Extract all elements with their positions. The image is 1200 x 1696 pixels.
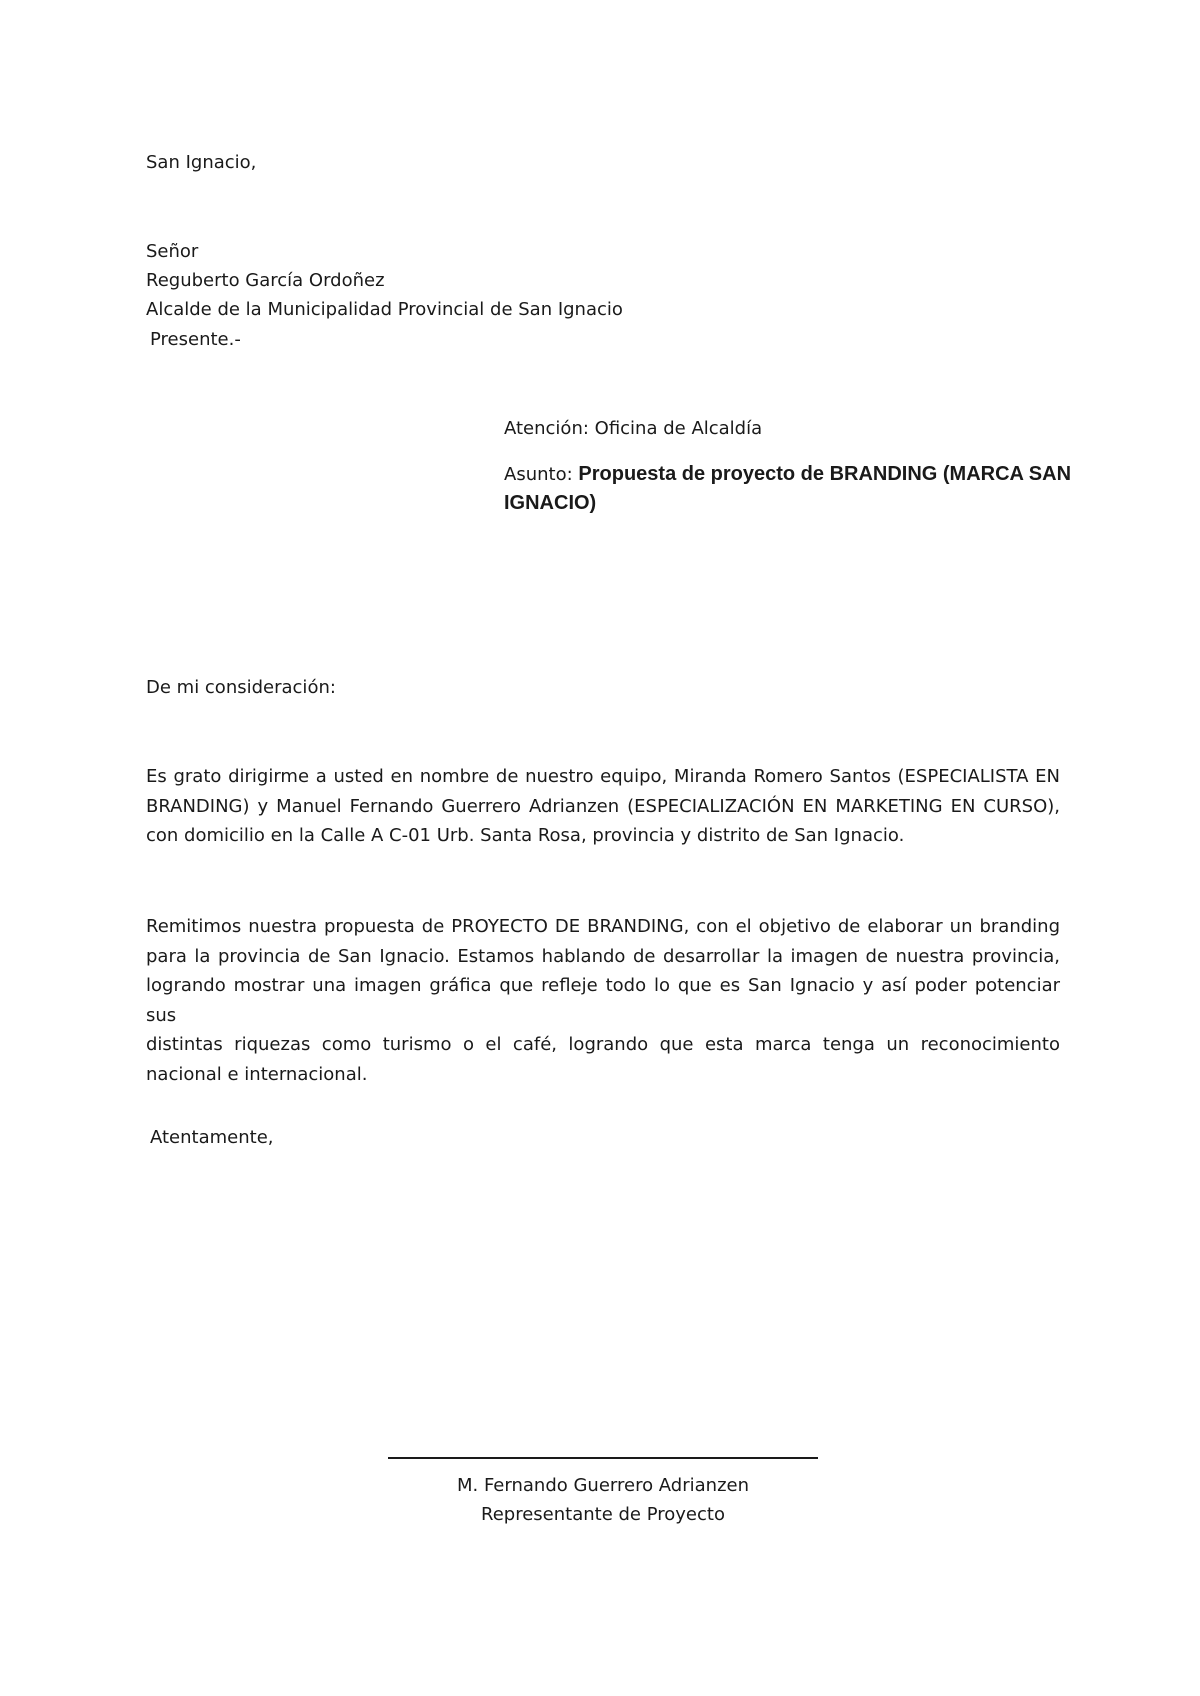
place-line: San Ignacio, — [146, 152, 257, 173]
recipient-salutation: Señor — [146, 241, 199, 262]
paragraph-1-line: con domicilio en la Calle A C-01 Urb. Santa Rosa, provincia y distrito de San Ignacio. — [146, 825, 905, 846]
greeting: De mi consideración: — [146, 677, 336, 698]
recipient-presente: Presente.- — [150, 329, 241, 350]
signature-role: Representante de Proyecto — [481, 1504, 725, 1525]
attention-value: Oficina de Alcaldía — [594, 418, 763, 439]
closing: Atentamente, — [150, 1127, 274, 1148]
subject-label: Asunto: — [504, 464, 573, 485]
paragraph-2-line: distintas riquezas como turismo o el café, logrando que esta marca tenga un reconocimiento — [146, 1034, 1060, 1055]
paragraph-1-line: BRANDING) y Manuel Fernando Guerrero Adrianzen (ESPECIALIZACIÓN EN MARKETING EN CURSO), — [146, 795, 1060, 817]
subject-line-1 — [504, 460, 1071, 489]
paragraph-1-line: Es grato dirigirme a usted en nombre de nuestro equipo, Miranda Romero Santos (ESPECIALISTA EN — [146, 766, 1060, 787]
attention-line — [504, 414, 762, 443]
recipient-name: Reguberto García Ordoñez — [146, 270, 385, 291]
paragraph-2-line: para la provincia de San Ignacio. Estamos hablando de desarrollar la imagen de nuestra provincia, — [146, 945, 1060, 967]
paragraph-1 — [146, 762, 1060, 851]
paragraph-2-line: nacional e internacional. — [146, 1063, 368, 1085]
paragraph-2-line: Remitimos nuestra propuesta de PROYECTO DE BRANDING, con el objetivo de elaborar un branding — [146, 916, 1060, 937]
signature-name: M. Fernando Guerrero Adrianzen — [456, 1475, 750, 1496]
signature-line — [388, 1457, 818, 1459]
paragraph-2 — [146, 912, 1060, 1089]
attention-label: Atención: — [504, 418, 589, 439]
recipient-title: Alcalde de la Municipalidad Provincial de San Ignacio — [146, 299, 623, 320]
subject-line-2 — [504, 489, 596, 518]
paragraph-2-line: logrando mostrar una imagen gráfica que refleje todo lo que es San Ignacio y así poder potenciar sus — [146, 975, 1060, 1026]
subject-text-2: IGNACIO) — [504, 492, 597, 514]
subject-text-1: Propuesta de proyecto de BRANDING (MARCA SAN — [578, 463, 1072, 485]
